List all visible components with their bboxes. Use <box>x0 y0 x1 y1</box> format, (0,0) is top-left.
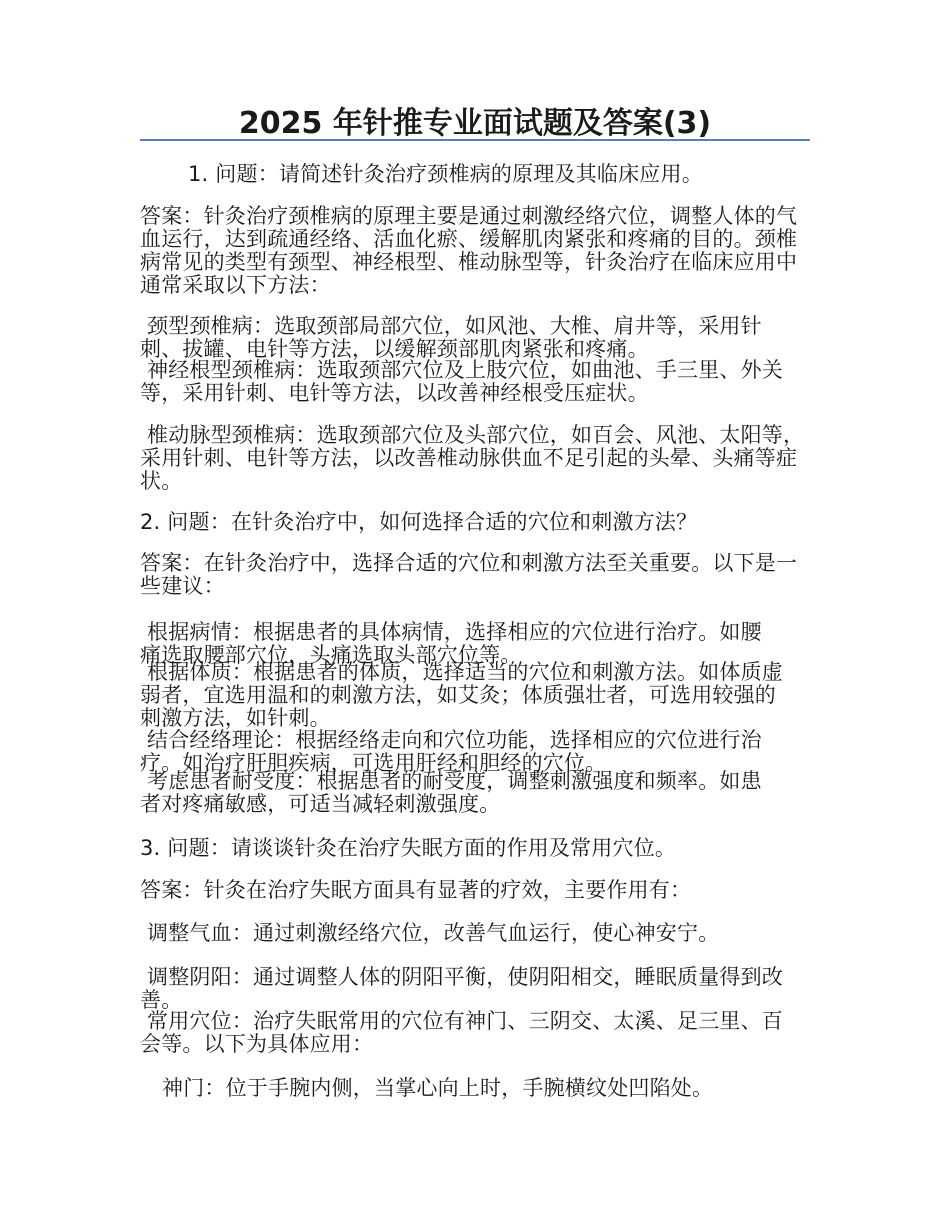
answer-1-item-2: 神经根型颈椎病：选取颈部穴位及上肢穴位，如曲池、手三里、外关等，采用针刺、电针等方法，以改善神经根受压症状。 <box>140 358 783 405</box>
answer-3-item-2: 调整阴阳：通过调整人体的阴阳平衡，使阴阳相交，睡眠质量得到改善。 <box>140 965 783 1012</box>
document-title: 2025 年针推专业面试题及答案(3) <box>238 106 712 141</box>
answer-3-subitem-1: 神门：位于手腕内侧，当掌心向上时，手腕横纹处凹陷处。 <box>162 1076 714 1100</box>
question-1: 1. 问题：请简述针灸治疗颈椎病的原理及其临床应用。 <box>188 162 703 186</box>
answer-1-item-3: 椎动脉型颈椎病：选取颈部穴位及头部穴位，如百会、风池、太阳等，采用针刺、电针等方法，以改善椎动脉供血不足引起的头晕、头痛等症状。 <box>140 423 805 493</box>
answer-1: 答案：针灸治疗颈椎病的原理主要是通过刺激经络穴位，调整人体的气血运行，达到疏通经络、活血化瘀、缓解肌肉紧张和疼痛的目的。颈椎病常见的类型有颈型、神经根型、椎动脉型等，针灸治疗在临床应用中通常采取以下方法： <box>140 204 798 297</box>
answer-3: 答案：针灸在治疗失眠方面具有显著的疗效，主要作用有： <box>140 878 692 902</box>
answer-3-item-3: 常用穴位：治疗失眠常用的穴位有神门、三阴交、太溪、足三里、百会等。以下为具体应用： <box>140 1009 783 1056</box>
title-underline <box>140 139 810 141</box>
answer-2-item-1: 根据病情：根据患者的具体病情，选择相应的穴位进行治疗。如腰痛选取腰部穴位，头痛选取头部穴位等。 <box>140 620 762 667</box>
answer-2-item-3: 结合经络理论：根据经络走向和穴位功能，选择相应的穴位进行治疗。如治疗肝胆疾病，可选用肝经和胆经的穴位。 <box>140 728 762 775</box>
answer-2: 答案：在针灸治疗中，选择合适的穴位和刺激方法至关重要。以下是一些建议： <box>140 551 798 598</box>
answer-3-item-1: 调整气血：通过刺激经络穴位，改善气血运行，使心神安宁。 <box>147 921 720 945</box>
answer-2-item-4: 考虑患者耐受度：根据患者的耐受度，调整刺激强度和频率。如患者对疼痛敏感，可适当减轻刺激强度。 <box>140 769 762 816</box>
answer-1-item-1: 颈型颈椎病：选取颈部局部穴位，如风池、大椎、肩井等，采用针刺、拔罐、电针等方法，以缓解颈部肌肉紧张和疼痛。 <box>140 314 762 361</box>
question-3: 3. 问题：请谈谈针灸在治疗失眠方面的作用及常用穴位。 <box>140 836 677 860</box>
answer-2-item-2: 根据体质：根据患者的体质，选择适当的穴位和刺激方法。如体质虚弱者，宜选用温和的刺激方法，如艾灸；体质强壮者，可选用较强的刺激方法，如针刺。 <box>140 660 783 730</box>
question-2: 2. 问题：在针灸治疗中，如何选择合适的穴位和刺激方法？ <box>140 510 698 534</box>
